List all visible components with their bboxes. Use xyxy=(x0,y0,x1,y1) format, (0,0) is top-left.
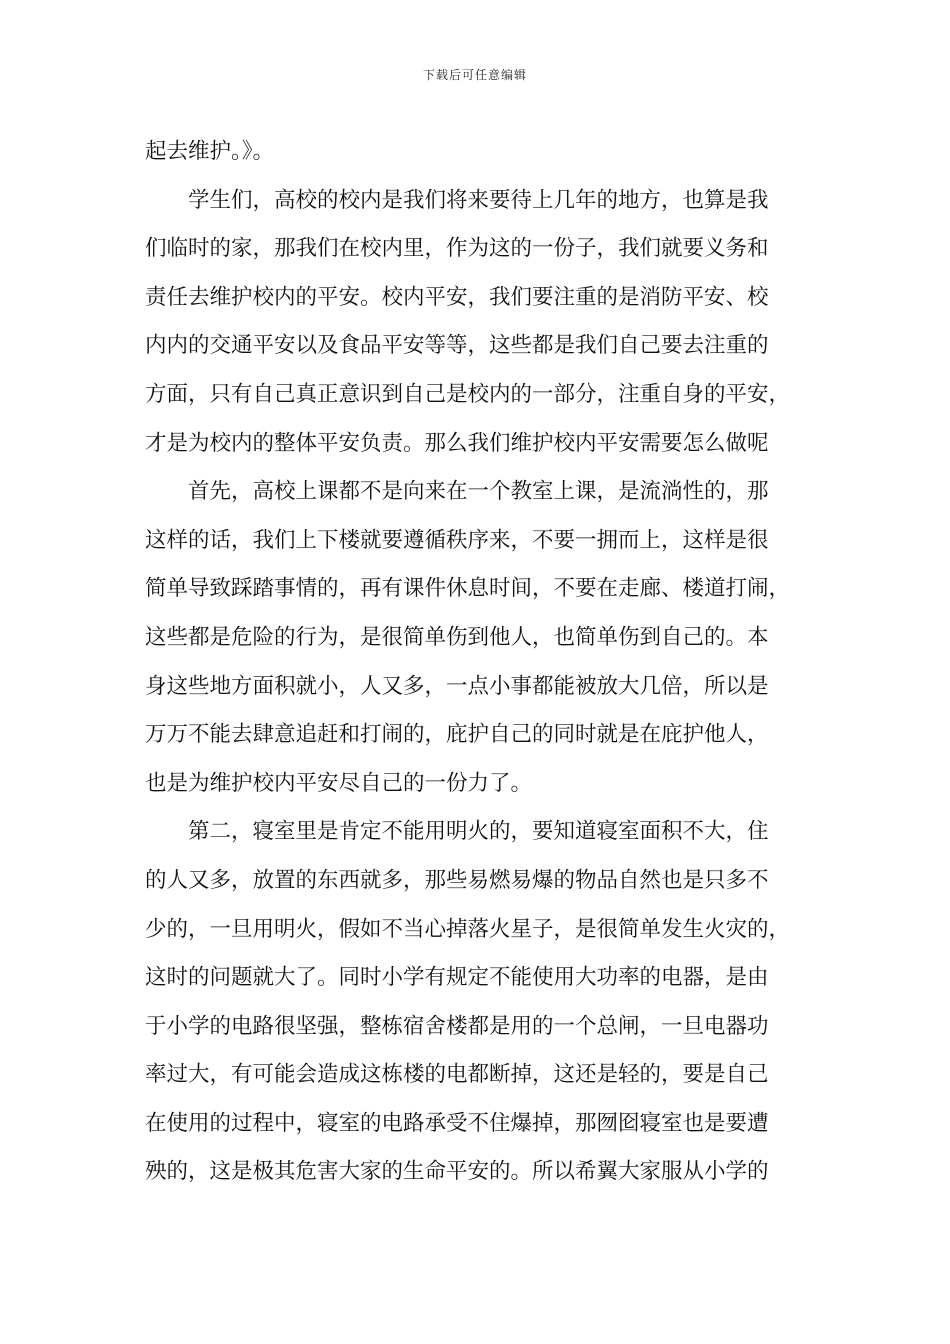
text-line: 身这些地方面积就小，人又多，一点小事都能被放大几倍，所以是 xyxy=(145,673,769,699)
text-line: 方面，只有自己真正意识到自己是校内的一部分，注重自身的平安， xyxy=(145,381,791,407)
text-line: 简单导致踩踏事情的，再有课件休息时间，不要在走廊、楼道打闹， xyxy=(145,576,791,602)
text-line: 于小学的电路很坚强，整栋宿舍楼都是用的一个总闸，一旦电器功 xyxy=(145,1013,769,1039)
text-line: 在使用的过程中，寝室的电路承受不住爆掉，那囫囵寝室也是要遭 xyxy=(145,1110,769,1136)
text-line: 殃的，这是极其危害大家的生命平安的。所以希翼大家服从小学的 xyxy=(145,1159,769,1185)
text-line: 首先，高校上课都不是向来在一个教室上课，是流淌性的，那 xyxy=(145,479,769,505)
text-line: 们临时的家，那我们在校内里，作为这的一份子，我们就要义务和 xyxy=(145,236,769,262)
text-line: 这些都是危险的行为，是很简单伤到他人，也简单伤到自己的。本 xyxy=(145,624,769,650)
text-line: 率过大，有可能会造成这栋楼的电都断掉，这还是轻的，要是自己 xyxy=(145,1062,769,1088)
header-note: 下载后可任意编辑 xyxy=(422,68,527,82)
text-line: 责任去维护校内的平安。校内平安，我们要注重的是消防平安、校 xyxy=(145,284,769,310)
text-line: 的人又多，放置的东西就多，那些易燃易爆的物品自然也是只多不 xyxy=(145,867,769,893)
text-line: 学生们，高校的校内是我们将来要待上几年的地方，也算是我 xyxy=(145,187,769,213)
text-line: 少的，一旦用明火，假如不当心掉落火星子，是很简单发生火灾的， xyxy=(145,916,791,942)
text-line: 也是为维护校内平安尽自己的一份力了。 xyxy=(145,770,533,796)
text-line: 这时的问题就大了。同时小学有规定不能使用大功率的电器，是由 xyxy=(145,965,769,991)
text-line: 内内的交通平安以及食品平安等等，这些都是我们自己要去注重的 xyxy=(145,333,769,359)
document-body xyxy=(145,128,805,1197)
text-line: 才是为校内的整体平安负责。那么我们维护校内平安需要怎么做呢 xyxy=(145,430,769,456)
text-line: 这样的话，我们上下楼就要遵循秩序来，不要一拥而上，这样是很 xyxy=(145,527,769,553)
text-line: 第二，寝室里是肯定不能用明火的，要知道寝室面积不大，住 xyxy=(145,819,769,845)
text-line: 万万不能去肆意追赶和打闹的，庇护自己的同时就是在庇护他人， xyxy=(145,722,769,748)
text-line: 起去维护。》。 xyxy=(145,139,275,164)
